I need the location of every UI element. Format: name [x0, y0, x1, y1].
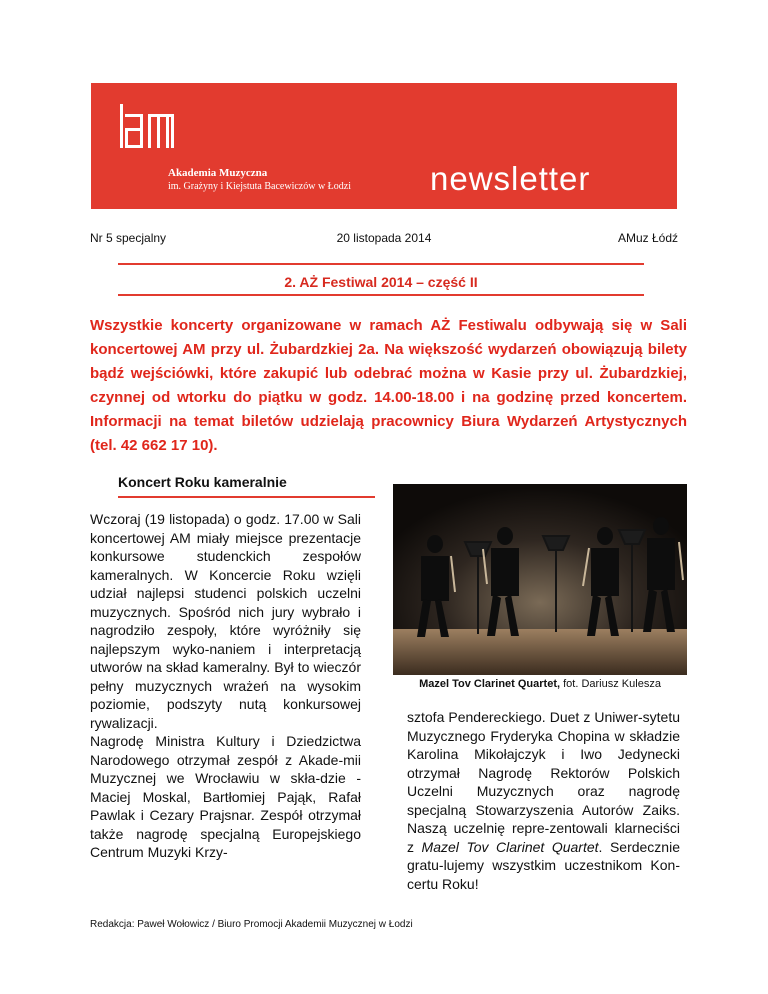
- article-paragraph-3-a: sztofa Pendereckiego. Duet z Uniwer-sytetu Muzycznego Fryderyka Chopina w składzie Karolina Mikołajczyk i Iwo Jedynecki otrzymał Nagrodę Rektorów Polskich Uczelni Muzycznych oraz nagrodę specjalną Stowarzyszenia Autorów Zaiks. Naszą uczelnię repre-zentowali klarneciści z: [407, 709, 680, 855]
- article-left-column: [90, 510, 361, 862]
- photo-caption: [393, 678, 687, 690]
- caption-credit: fot. Dariusz Kulesza: [560, 678, 661, 690]
- article-title: Koncert Roku kameralnie: [118, 474, 287, 490]
- institution-name: [168, 167, 351, 193]
- article-paragraph-2: Nagrodę Ministra Kultury i Dziedzictwa Narodowego otrzymał zespół z Akade-mii Muzycznej we Wrocławiu w skła-dzie - Maciej Moskal, Bartłomiej Pająk, Rafał Pawlak i Cezary Prajsnar. Zespół otrzymał także nagrodę specjalną Europejskiego Centrum Muzyki Krzy-: [90, 733, 361, 860]
- headline: 2. AŻ Festiwal 2014 – część II: [284, 274, 478, 290]
- quartet-photo: [393, 484, 687, 675]
- issue-date: 20 listopada 2014: [336, 231, 432, 245]
- article-title-rule: [118, 496, 375, 498]
- academy-logo-icon: [120, 104, 174, 148]
- intro-text: Wszystkie koncerty organizowane w ramach AŻ Festiwalu odbywają się w Sali koncertowej AM przy ul. Żubardzkiej 2a. Na większość wydarzeń obowiązują bilety bądź wejściówki, które zakupić lub odebrać można w Kasie przy ul. Żubardzkiej, czynnej od wtorku do piątku w godz. 14.00-18.00 i na godzinę przed koncertem. Informacji na temat biletów udzielają pracownicy Biura Wydarzeń Artystycznych (tel. 42 662 17 10).: [90, 317, 687, 454]
- institution-line1: Akademia Muzyczna: [168, 167, 268, 179]
- ensemble-name: Mazel Tov Clarinet Quartet: [421, 838, 599, 855]
- article-paragraph-3-b: . Serdecznie gratu-lujemy wszystkim uczestnikom Kon-certu Roku!: [407, 838, 680, 892]
- caption-ensemble: Mazel Tov Clarinet Quartet,: [419, 678, 561, 690]
- institution-line2: im. Grażyny i Kiejstuta Bacewiczów w Łodzi: [168, 181, 351, 192]
- newsletter-title: newsletter: [430, 160, 591, 197]
- article-right-column: [407, 708, 680, 893]
- article-paragraph-3: [407, 708, 680, 893]
- headline-rule-bottom: [118, 294, 644, 296]
- headline-rule-top: [118, 263, 644, 265]
- issue-number: Nr 5 specjalny: [90, 231, 167, 245]
- footer-credits: Redakcja: Paweł Wołowicz / Biuro Promocji Akademii Muzycznej w Łodzi: [90, 919, 413, 930]
- article-paragraph-1: Wczoraj (19 listopada) o godz. 17.00 w Sali koncertowej AM miały miejsce prezentacje konkursowe studenckich zespołów kameralnych. W Koncercie Roku wzięli udział najlepsi studenci polskich uczelni muzycznych. Spośród nich jury wybrało i nagrodziło zespoły, które wyróżniły się najlepszym wyko-naniem i interpretacją utworów na skład kameralny. Był to wieczór pełny muzycznych wrażeń na wysokim poziomie, podszyty nutą konkursowej rywalizacji.: [90, 511, 361, 731]
- publisher: AMuz Łódź: [617, 231, 678, 245]
